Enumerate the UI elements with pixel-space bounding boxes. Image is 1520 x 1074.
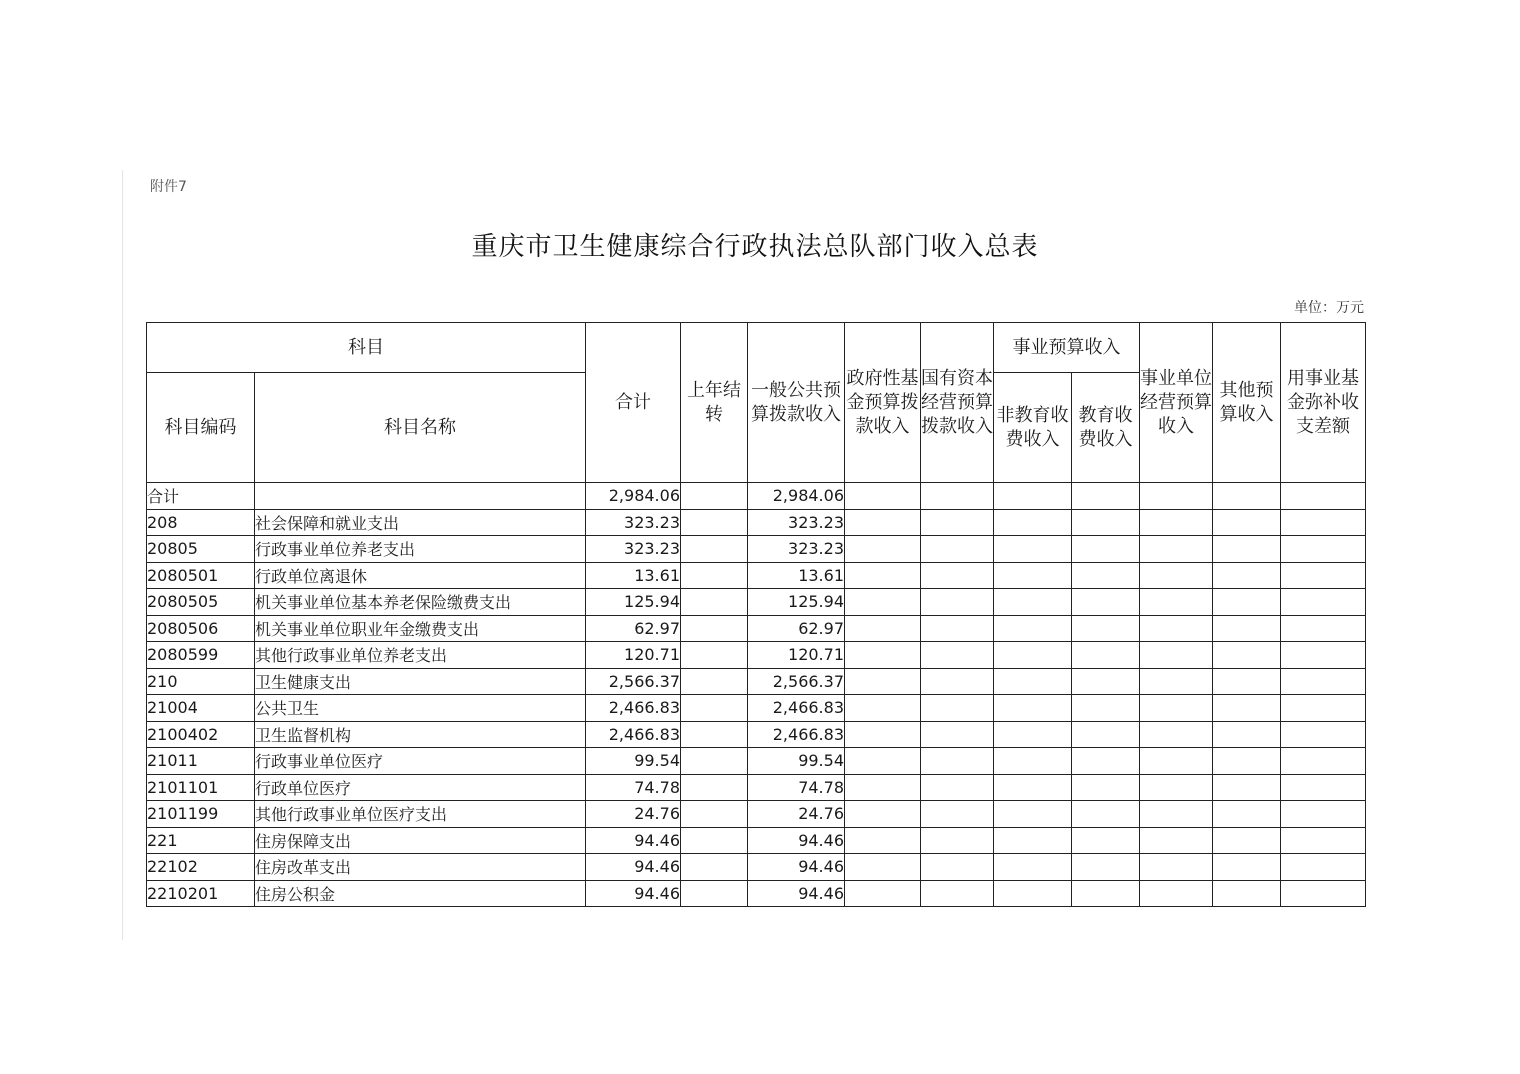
subject-name: 住房公积金 (255, 880, 586, 907)
empty-cell (1140, 562, 1213, 589)
empty-cell (845, 562, 921, 589)
empty-cell (681, 589, 748, 616)
table-row (147, 854, 1366, 881)
header-education: 教育收费收入 (1072, 373, 1140, 483)
empty-cell (845, 589, 921, 616)
empty-cell (1281, 589, 1366, 616)
subject-code: 2080505 (147, 589, 255, 616)
subject-name: 社会保障和就业支出 (255, 509, 586, 536)
subject-name: 行政单位医疗 (255, 774, 586, 801)
general-budget-value: 2,566.37 (748, 668, 845, 695)
empty-cell (1213, 695, 1281, 722)
empty-cell (681, 483, 748, 510)
empty-cell (1140, 509, 1213, 536)
subject-name: 卫生健康支出 (255, 668, 586, 695)
subject-code: 21011 (147, 748, 255, 775)
subject-name (255, 483, 586, 510)
total-value: 2,566.37 (586, 668, 681, 695)
subject-code: 2210201 (147, 880, 255, 907)
empty-cell (1072, 668, 1140, 695)
empty-cell (994, 695, 1072, 722)
general-budget-value: 62.97 (748, 615, 845, 642)
empty-cell (921, 827, 994, 854)
total-value: 2,466.83 (586, 721, 681, 748)
subject-code: 210 (147, 668, 255, 695)
empty-cell (1213, 536, 1281, 563)
subject-code: 合计 (147, 483, 255, 510)
empty-cell (921, 801, 994, 828)
subject-name: 机关事业单位职业年金缴费支出 (255, 615, 586, 642)
empty-cell (994, 642, 1072, 669)
empty-cell (994, 827, 1072, 854)
header-institution-budget: 事业预算收入 (994, 323, 1140, 373)
total-value: 120.71 (586, 642, 681, 669)
general-budget-value: 13.61 (748, 562, 845, 589)
total-value: 323.23 (586, 536, 681, 563)
empty-cell (921, 483, 994, 510)
general-budget-value: 99.54 (748, 748, 845, 775)
subject-code: 221 (147, 827, 255, 854)
empty-cell (1213, 562, 1281, 589)
header-carryover: 上年结转 (681, 323, 748, 483)
empty-cell (1072, 562, 1140, 589)
empty-cell (994, 562, 1072, 589)
header-institution-operating: 事业单位经营预算收入 (1140, 323, 1213, 483)
general-budget-value: 323.23 (748, 509, 845, 536)
empty-cell (845, 748, 921, 775)
empty-cell (1213, 721, 1281, 748)
subject-name: 住房改革支出 (255, 854, 586, 881)
empty-cell (994, 854, 1072, 881)
empty-cell (1072, 509, 1140, 536)
empty-cell (921, 748, 994, 775)
empty-cell (1140, 695, 1213, 722)
empty-cell (921, 668, 994, 695)
empty-cell (1281, 562, 1366, 589)
empty-cell (1140, 880, 1213, 907)
empty-cell (921, 854, 994, 881)
total-value: 99.54 (586, 748, 681, 775)
subject-code: 2100402 (147, 721, 255, 748)
empty-cell (994, 536, 1072, 563)
empty-cell (1072, 642, 1140, 669)
empty-cell (681, 748, 748, 775)
empty-cell (1281, 695, 1366, 722)
subject-name: 行政单位离退休 (255, 562, 586, 589)
empty-cell (1140, 483, 1213, 510)
empty-cell (681, 827, 748, 854)
empty-cell (1140, 854, 1213, 881)
header-non-education: 非教育收费收入 (994, 373, 1072, 483)
empty-cell (921, 642, 994, 669)
empty-cell (1213, 774, 1281, 801)
empty-cell (1072, 589, 1140, 616)
empty-cell (994, 668, 1072, 695)
empty-cell (681, 642, 748, 669)
table-row (147, 509, 1366, 536)
empty-cell (1213, 589, 1281, 616)
empty-cell (994, 483, 1072, 510)
empty-cell (1281, 774, 1366, 801)
empty-cell (1213, 748, 1281, 775)
empty-cell (1072, 483, 1140, 510)
total-value: 74.78 (586, 774, 681, 801)
empty-cell (1213, 854, 1281, 881)
subject-name: 机关事业单位基本养老保险缴费支出 (255, 589, 586, 616)
empty-cell (681, 880, 748, 907)
empty-cell (1072, 748, 1140, 775)
empty-cell (1281, 721, 1366, 748)
empty-cell (681, 615, 748, 642)
empty-cell (681, 562, 748, 589)
empty-cell (1213, 668, 1281, 695)
empty-cell (1213, 483, 1281, 510)
empty-cell (681, 774, 748, 801)
empty-cell (1281, 880, 1366, 907)
header-state-capital: 国有资本经营预算拨款收入 (921, 323, 994, 483)
subject-code: 22102 (147, 854, 255, 881)
empty-cell (921, 536, 994, 563)
header-subject-code: 科目编码 (147, 373, 255, 483)
empty-cell (1213, 827, 1281, 854)
general-budget-value: 24.76 (748, 801, 845, 828)
empty-cell (994, 615, 1072, 642)
empty-cell (845, 801, 921, 828)
subject-name: 公共卫生 (255, 695, 586, 722)
total-value: 13.61 (586, 562, 681, 589)
empty-cell (1140, 774, 1213, 801)
empty-cell (1281, 642, 1366, 669)
empty-cell (681, 536, 748, 563)
header-fund-balance: 用事业基金弥补收支差额 (1281, 323, 1366, 483)
empty-cell (1213, 801, 1281, 828)
empty-cell (845, 854, 921, 881)
empty-cell (1140, 827, 1213, 854)
header-other: 其他预算收入 (1213, 323, 1281, 483)
empty-cell (994, 509, 1072, 536)
table-row (147, 615, 1366, 642)
table-row (147, 880, 1366, 907)
subject-name: 其他行政事业单位医疗支出 (255, 801, 586, 828)
empty-cell (994, 589, 1072, 616)
general-budget-value: 94.46 (748, 827, 845, 854)
subject-code: 21004 (147, 695, 255, 722)
total-value: 94.46 (586, 880, 681, 907)
general-budget-value: 120.71 (748, 642, 845, 669)
total-value: 2,466.83 (586, 695, 681, 722)
empty-cell (921, 509, 994, 536)
total-value: 24.76 (586, 801, 681, 828)
empty-cell (1072, 615, 1140, 642)
empty-cell (845, 536, 921, 563)
empty-cell (1140, 642, 1213, 669)
general-budget-value: 94.46 (748, 854, 845, 881)
empty-cell (1140, 801, 1213, 828)
empty-cell (921, 880, 994, 907)
empty-cell (994, 880, 1072, 907)
table-row (147, 536, 1366, 563)
empty-cell (681, 801, 748, 828)
table-row (147, 827, 1366, 854)
empty-cell (681, 509, 748, 536)
empty-cell (1281, 748, 1366, 775)
empty-cell (1072, 774, 1140, 801)
empty-cell (1213, 615, 1281, 642)
empty-cell (845, 483, 921, 510)
empty-cell (1281, 615, 1366, 642)
empty-cell (1140, 589, 1213, 616)
empty-cell (921, 562, 994, 589)
empty-cell (1072, 536, 1140, 563)
empty-cell (1140, 721, 1213, 748)
empty-cell (845, 615, 921, 642)
empty-cell (1072, 801, 1140, 828)
empty-cell (1281, 801, 1366, 828)
empty-cell (921, 721, 994, 748)
general-budget-value: 2,466.83 (748, 695, 845, 722)
empty-cell (994, 801, 1072, 828)
subject-code: 2101199 (147, 801, 255, 828)
table-row (147, 642, 1366, 669)
empty-cell (845, 774, 921, 801)
subject-code: 20805 (147, 536, 255, 563)
empty-cell (1072, 695, 1140, 722)
subject-code: 2080506 (147, 615, 255, 642)
empty-cell (845, 509, 921, 536)
header-general-budget: 一般公共预算拨款收入 (748, 323, 845, 483)
attachment-label: 附件7 (150, 179, 187, 195)
empty-cell (681, 854, 748, 881)
total-value: 2,984.06 (586, 483, 681, 510)
empty-cell (921, 615, 994, 642)
subject-name: 住房保障支出 (255, 827, 586, 854)
empty-cell (1072, 721, 1140, 748)
empty-cell (994, 774, 1072, 801)
total-value: 62.97 (586, 615, 681, 642)
subject-code: 2080599 (147, 642, 255, 669)
table-row (147, 483, 1366, 510)
empty-cell (994, 721, 1072, 748)
empty-cell (921, 774, 994, 801)
general-budget-value: 74.78 (748, 774, 845, 801)
empty-cell (1072, 854, 1140, 881)
empty-cell (921, 695, 994, 722)
empty-cell (1072, 880, 1140, 907)
general-budget-value: 2,984.06 (748, 483, 845, 510)
empty-cell (1140, 615, 1213, 642)
header-total: 合计 (586, 323, 681, 483)
empty-cell (1281, 536, 1366, 563)
empty-cell (681, 721, 748, 748)
table-row (147, 668, 1366, 695)
empty-cell (845, 827, 921, 854)
scan-margin-line (122, 170, 123, 940)
subject-name: 行政事业单位养老支出 (255, 536, 586, 563)
empty-cell (845, 642, 921, 669)
total-value: 323.23 (586, 509, 681, 536)
empty-cell (845, 880, 921, 907)
table-row (147, 589, 1366, 616)
income-summary-table (146, 322, 1366, 907)
subject-code: 2101101 (147, 774, 255, 801)
empty-cell (1213, 642, 1281, 669)
empty-cell (845, 668, 921, 695)
empty-cell (1140, 536, 1213, 563)
header-subject-name: 科目名称 (255, 373, 586, 483)
empty-cell (1072, 827, 1140, 854)
empty-cell (1140, 748, 1213, 775)
table-row (147, 774, 1366, 801)
general-budget-value: 94.46 (748, 880, 845, 907)
general-budget-value: 2,466.83 (748, 721, 845, 748)
empty-cell (845, 695, 921, 722)
header-subject: 科目 (147, 323, 586, 373)
subject-code: 208 (147, 509, 255, 536)
total-value: 94.46 (586, 854, 681, 881)
page-title: 重庆市卫生健康综合行政执法总队部门收入总表 (471, 232, 1039, 262)
empty-cell (1281, 668, 1366, 695)
header-gov-fund: 政府性基金预算拨款收入 (845, 323, 921, 483)
table-row (147, 801, 1366, 828)
empty-cell (1213, 880, 1281, 907)
table-row (147, 748, 1366, 775)
subject-name: 行政事业单位医疗 (255, 748, 586, 775)
empty-cell (1140, 668, 1213, 695)
table-row (147, 695, 1366, 722)
total-value: 94.46 (586, 827, 681, 854)
table-row (147, 562, 1366, 589)
subject-name: 卫生监督机构 (255, 721, 586, 748)
empty-cell (1281, 509, 1366, 536)
unit-label: 单位：万元 (1294, 300, 1364, 316)
subject-name: 其他行政事业单位养老支出 (255, 642, 586, 669)
empty-cell (681, 695, 748, 722)
empty-cell (921, 589, 994, 616)
empty-cell (1281, 827, 1366, 854)
empty-cell (1213, 509, 1281, 536)
empty-cell (994, 748, 1072, 775)
general-budget-value: 323.23 (748, 536, 845, 563)
total-value: 125.94 (586, 589, 681, 616)
table-row (147, 721, 1366, 748)
empty-cell (681, 668, 748, 695)
empty-cell (845, 721, 921, 748)
general-budget-value: 125.94 (748, 589, 845, 616)
empty-cell (1281, 854, 1366, 881)
subject-code: 2080501 (147, 562, 255, 589)
empty-cell (1281, 483, 1366, 510)
